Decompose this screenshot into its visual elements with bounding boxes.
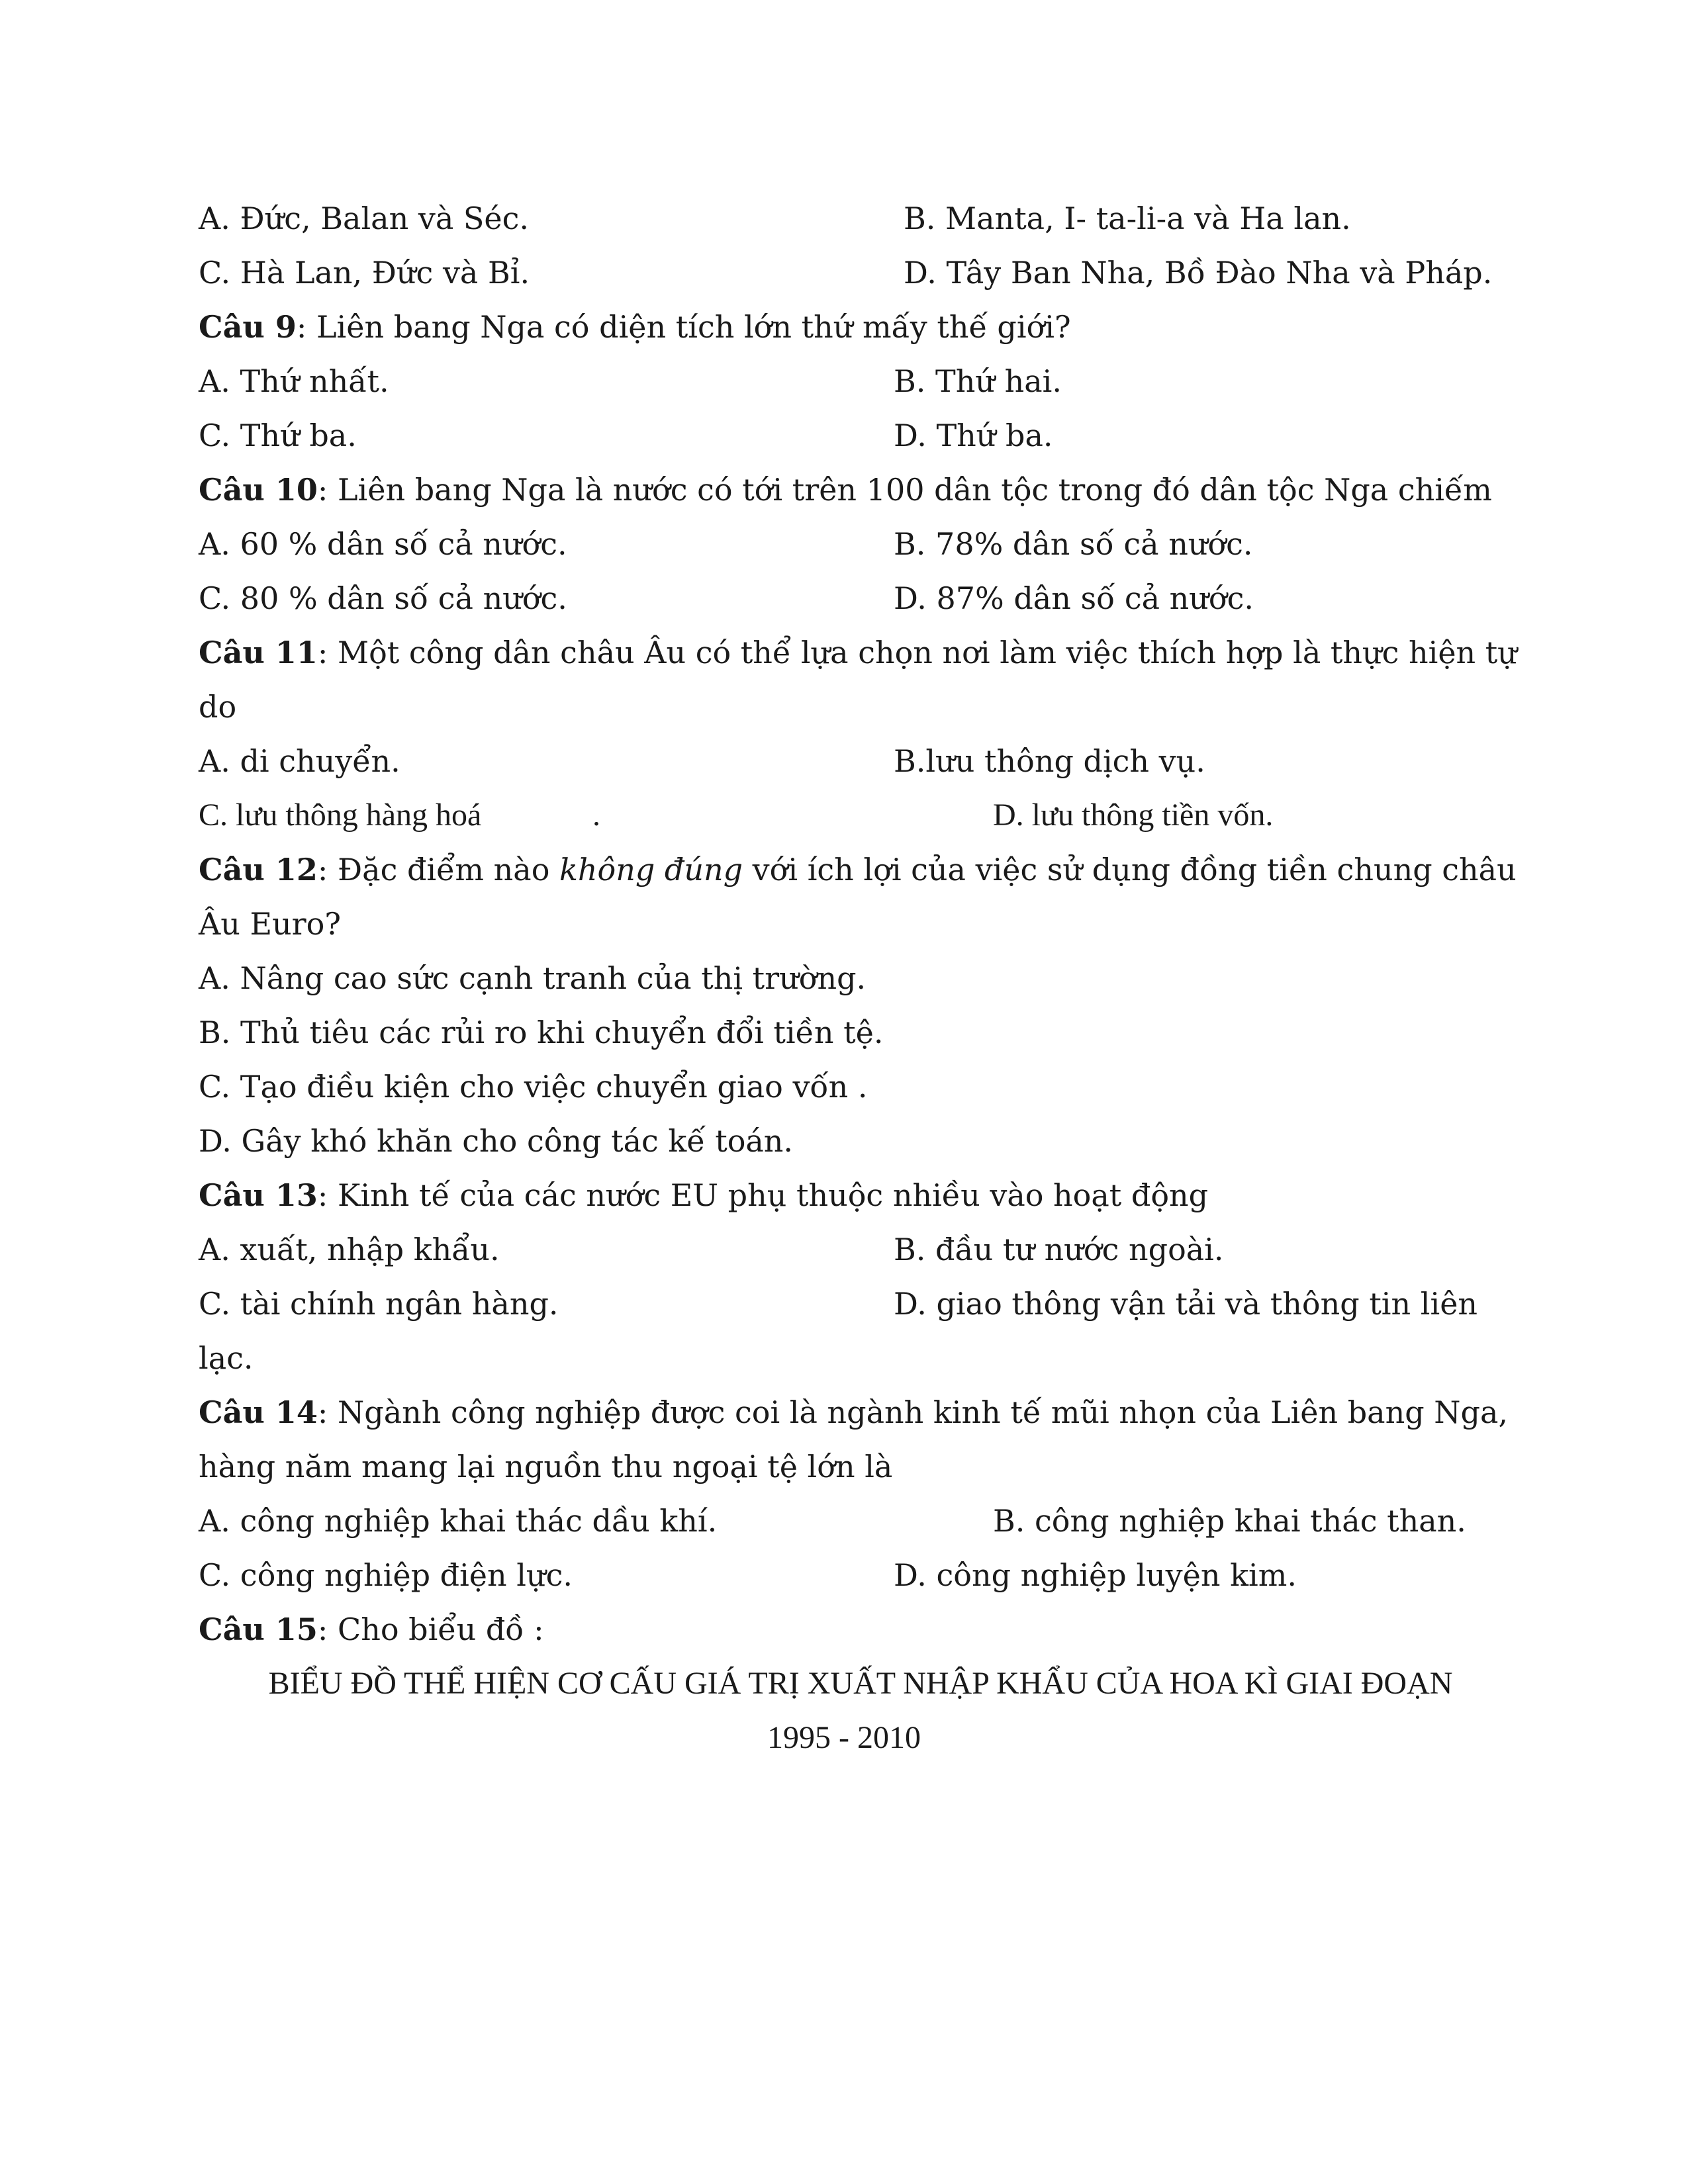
option-c: C. 80 % dân số cả nước. (199, 580, 567, 616)
option-d: D. lưu thông tiền vốn. (993, 797, 1274, 833)
option-d: D. công nghiệp luyện kim. (894, 1557, 1297, 1593)
option-d: D. Tây Ban Nha, Bồ Đào Nha và Pháp. (904, 255, 1493, 291)
question-text: : Liên bang Nga là nước có tới trên 100 dân tộc trong đó dân tộc Nga chiếm (317, 472, 1492, 508)
question-9 (199, 307, 1071, 347)
question-11-continued (199, 687, 236, 727)
q11-options-row-2 (199, 796, 1274, 835)
q13-options-row-2 (199, 1284, 1478, 1324)
q13-option-d-continued (199, 1338, 254, 1378)
option-b: B. 78% dân số cả nước. (894, 526, 1253, 562)
question-14-continued (199, 1447, 892, 1486)
question-text: : Ngành công nghiệp được coi là ngành kinh tế mũi nhọn của Liên bang Nga, (317, 1394, 1509, 1430)
question-label: Câu 9 (199, 309, 297, 345)
question-15 (199, 1610, 544, 1649)
option-a: A. công nghiệp khai thác dầu khí. (199, 1503, 718, 1539)
option-d: D. giao thông vận tải và thông tin liên (894, 1286, 1478, 1322)
option-c: C. công nghiệp điện lực. (199, 1557, 573, 1593)
q12-option-a (199, 958, 866, 998)
question-text: : Đặc điểm nào (317, 852, 560, 887)
option-b: B. đầu tư nước ngoài. (894, 1232, 1224, 1267)
option-d: D. Gây khó khăn cho công tác kế toán. (199, 1123, 794, 1159)
option-a: A. Nâng cao sức cạnh tranh của thị trường. (199, 960, 867, 996)
q10-options-row-1 (199, 524, 1253, 564)
question-12-continued (199, 904, 341, 944)
question-text: Âu Euro? (199, 906, 342, 942)
question-13 (199, 1175, 1208, 1215)
question-emphasis: không đúng (559, 852, 743, 887)
option-d: D. Thứ ba. (894, 418, 1053, 453)
option-d: D. 87% dân số cả nước. (894, 580, 1254, 616)
option-c-dot: . (592, 797, 600, 833)
option-b: B. Thứ hai. (894, 363, 1062, 399)
q13-options-row-1 (199, 1230, 1224, 1269)
q9-options-row-2 (199, 416, 1053, 455)
option-b: B. Thủ tiêu các rủi ro khi chuyển đổi tiền tệ. (199, 1015, 884, 1050)
question-label: Câu 10 (199, 472, 318, 508)
q12-option-c (199, 1067, 867, 1107)
prev-options-row-2 (199, 253, 1493, 293)
option-b: B.lưu thông dịch vụ. (894, 743, 1205, 779)
q11-options-row-1 (199, 741, 1205, 781)
option-a: A. 60 % dân số cả nước. (199, 526, 567, 562)
option-a: A. xuất, nhập khẩu. (199, 1232, 500, 1267)
q14-options-row-2 (199, 1555, 1297, 1595)
option-a: A. di chuyển. (199, 743, 400, 779)
q10-options-row-2 (199, 578, 1254, 618)
option-c: C. Hà Lan, Đức và Bỉ. (199, 255, 530, 291)
question-label: Câu 11 (199, 635, 318, 670)
option-c: C. tài chính ngân hàng. (199, 1286, 559, 1322)
question-label: Câu 15 (199, 1612, 318, 1647)
question-label: Câu 13 (199, 1177, 318, 1213)
option-d-continued: lạc. (199, 1340, 254, 1376)
question-text: hàng năm mang lại nguồn thu ngoại tệ lớn là (199, 1449, 893, 1484)
chart-title-years: 1995 - 2010 (767, 1720, 921, 1755)
question-text: : Cho biểu đồ : (317, 1612, 544, 1647)
question-text: : Kinh tế của các nước EU phụ thuộc nhiều vào hoạt động (317, 1177, 1209, 1213)
option-a: A. Đức, Balan và Séc. (199, 201, 529, 236)
question-14 (199, 1392, 1508, 1432)
question-label: Câu 12 (199, 852, 318, 887)
option-b: B. Manta, I- ta-li-a và Ha lan. (904, 201, 1351, 236)
option-c: C. Tạo điều kiện cho việc chuyển giao vốn . (199, 1069, 868, 1105)
option-c: C. lưu thông hàng hoá (199, 797, 482, 833)
q12-option-d (199, 1121, 793, 1161)
q14-options-row-1 (199, 1501, 1466, 1541)
question-10 (199, 470, 1492, 510)
question-text: : Một công dân châu Âu có thể lựa chọn nơi làm việc thích hợp là thực hiện tự (317, 635, 1517, 670)
question-11 (199, 633, 1517, 672)
q9-options-row-1 (199, 361, 1062, 401)
chart-title: BIỂU ĐỒ THỂ HIỆN CƠ CẤU GIÁ TRỊ XUẤT NHẬP KHẨU CỦA HOA KÌ GIAI ĐOẠN (268, 1666, 1453, 1701)
option-a: A. Thứ nhất. (199, 363, 389, 399)
option-c: C. Thứ ba. (199, 418, 357, 453)
question-text: : Liên bang Nga có diện tích lớn thứ mấy thế giới? (296, 309, 1071, 345)
question-label: Câu 14 (199, 1394, 318, 1430)
q12-option-b (199, 1013, 883, 1052)
question-text: do (199, 689, 237, 725)
question-12 (199, 850, 1517, 889)
option-b: B. công nghiệp khai thác than. (993, 1503, 1466, 1539)
question-text-rest: với ích lợi của việc sử dụng đồng tiền chung châu (743, 852, 1517, 887)
prev-options-row-1 (199, 199, 1351, 238)
